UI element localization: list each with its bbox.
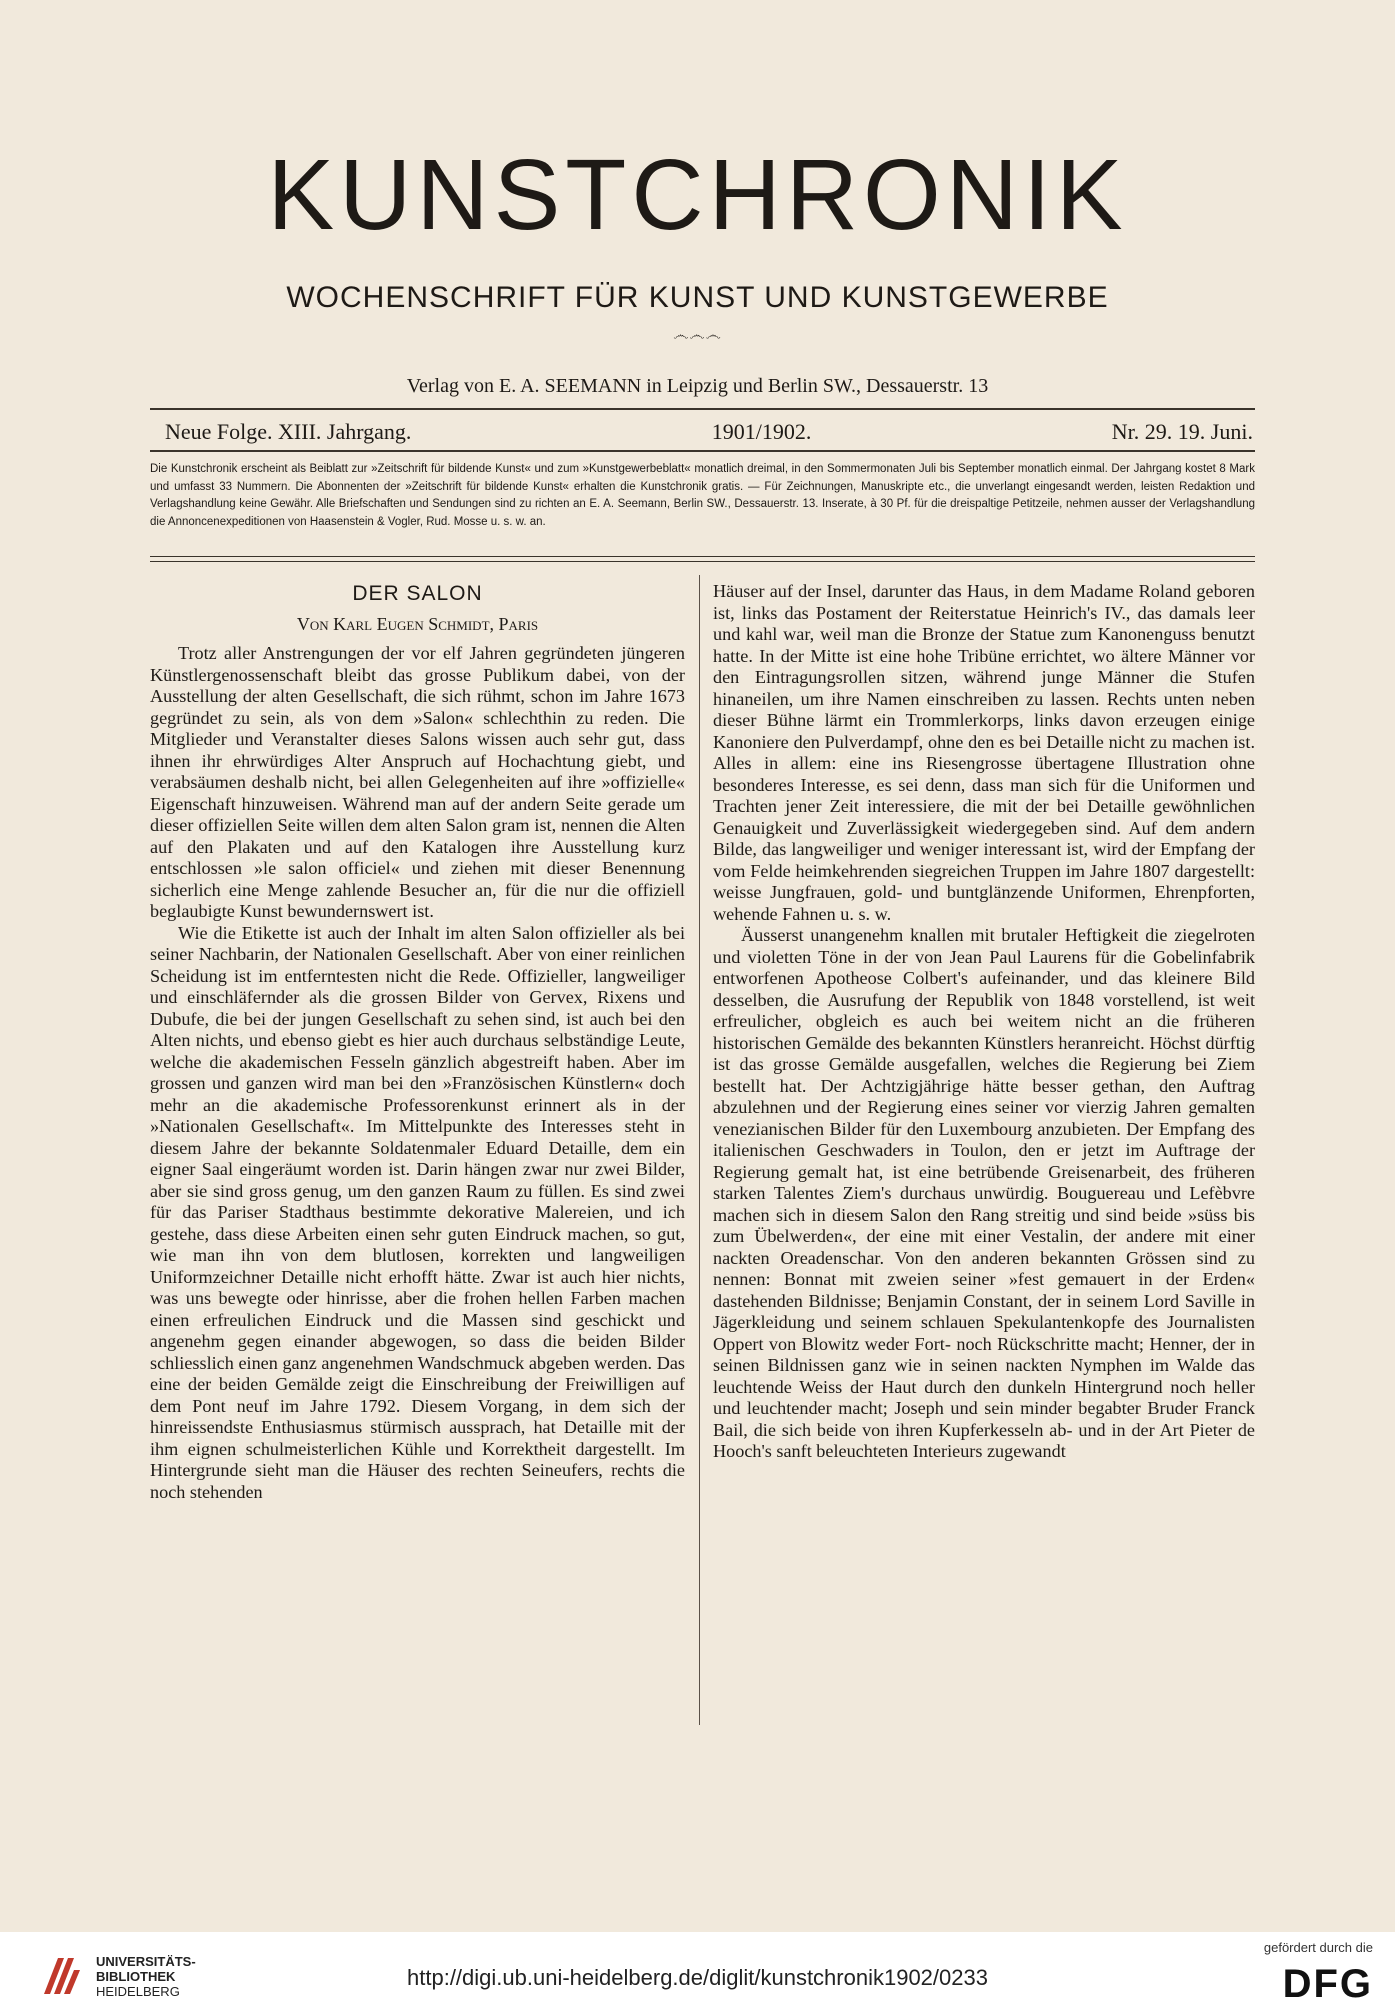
journal-subtitle: WOCHENSCHRIFT FÜR KUNST UND KUNSTGEWERBE bbox=[286, 281, 1109, 314]
left-column bbox=[150, 581, 685, 1503]
issue-series: Neue Folge. XIII. Jahrgang. bbox=[165, 419, 412, 444]
viewer-footer bbox=[0, 1932, 1395, 2014]
divider bbox=[150, 561, 1255, 562]
dfg-logo[interactable]: DFG bbox=[1282, 1962, 1373, 2006]
issue-bar bbox=[165, 418, 1253, 446]
paragraph: Trotz aller Anstrengungen der vor elf Jahren gegründeten jüngeren Künstlergenossenschaft bleibt das grosse Publikum dabei, von der Ausstellung der alten Gesellschaft, die sich rühmt, schon im Jahre 1673 gegründet zu sein, als von dem »Salon« schlechthin zu reden. Die Mitglieder und Veranstalter dieses Salons wissen auch sehr gut, dass ihnen ihr ehrwürdiges Alter Anspruch auf Hochachtung giebt, und verabsäumen deshalb nicht, bei allen Gelegenheiten auf ihre »offizielle« Eigenschaft hinzuweisen. Während man auf der andern Seite gerade um dieser offiziellen Seite willen dem alten Salon gram ist, nennen die Alten auf den Plakaten und auf den Katalogen ihre Ausstellung kurz entschlossen »le salon officiel« und ziehen mit dieser Benennung sicherlich eine Menge zahlende Besucher an, für die nur die offiziell beglaubigte Kunst bewundernswert ist. bbox=[150, 643, 685, 921]
divider bbox=[150, 556, 1255, 557]
university-name: UNIVERSITÄTS- BIBLIOTHEK HEIDELBERG bbox=[96, 1954, 196, 1999]
paragraph: Wie die Etikette ist auch der Inhalt im alten Salon offizieller als bei seiner Nachbarin, der Nationalen Gesellschaft. Aber von einer reinlichen Scheidung ist im entferntesten nicht die Rede. Offizieller, langweiliger und einschläfernder als die grossen Bilder von Gervex, Rixens und Dubufe, die bei der jungen Gesellschaft zu sehen sind, ist auch bei den Alten nichts, und ebenso giebt es hier auch durchaus selbständige Leute, welche die akademischen Fesseln gänzlich abgestreift haben. Aber im grossen und ganzen wird man bei den »Französischen Künstlern« doch mehr an die akademische Professorenkunst erinnert als in der »Nationalen Gesellschaft«. Im Mittelpunkte des Interesses steht in diesem Jahre der bekannte Soldatenmaler Eduard Detaille, dem ein eigner Saal eingeräumt worden ist. Darin hängen zwar nur zwei Bilder, aber sie sind gross genug, um den ganzen Raum zu füllen. Es sind zwei für das Pariser Stadthaus bestimmte dekorative Malereien, und ich gestehe, dass diese Arbeiten einen sehr guten Eindruck machen, so gut, wie man ihn von dem blutlosen, korrekten und langweiligen Uniformzeichner Detaille nicht erhofft hätte. Zwar ist auch hier nichts, was uns bewegte oder hinrisse, aber die frohen hellen Farben machen einen erfreulichen Eindruck und die Massen sind geschickt und angenehm gegen einander abgewogen, so dass die beiden Bilder schliesslich einen ganz angenehmen Wandschmuck abgeben werden. Das eine der beiden Gemälde zeigt die Einschreibung der Freiwilligen auf dem Pont neuf im Jahre 1792. Diesem Vorgang, in dem sich der hinreissendste Enthusiasmus stürmisch aussprach, hat Detaille mit der ihm eignen schulmeisterlichen Kühle und Korrektheit dargestellt. Im Hintergrunde sieht man die Häuser des rechten Seineufers, rechts die noch stehenden bbox=[150, 922, 685, 1502]
column-divider bbox=[699, 575, 700, 1725]
publisher-line: Verlag von E. A. SEEMANN in Leipzig und Berlin SW., Dessauerstr. 13 bbox=[406, 375, 989, 397]
divider bbox=[150, 408, 1255, 410]
subscription-notice bbox=[150, 461, 1255, 531]
right-column bbox=[713, 581, 1255, 1463]
article-byline: Von Karl Eugen Schmidt, Paris bbox=[296, 614, 539, 634]
issue-years: 1901/1902. bbox=[711, 419, 812, 444]
journal-title: KUNSTCHRONIK bbox=[267, 139, 1128, 251]
article-title: DER SALON bbox=[352, 582, 483, 605]
ornament: ෴෴෴ bbox=[673, 327, 722, 344]
divider bbox=[150, 450, 1255, 452]
paragraph: Häuser auf der Insel, darunter das Haus, in dem Madame Roland geboren ist, links das Postament der Reiterstatue Heinrich's IV., das damals leer und kahl war, weil man die Bronze der Statue zum Kanonenguss benutzt hatte. In der Mitte ist eine hohe Tribüne errichtet, wo ältere Männer vor den Eintragungsrollen sitzen, während junge Männer die Stufen hinaneilen, um ihre Namen einschreiben zu lassen. Rechts unten neben dieser Bühne lärmt ein Trommlerkorps, links davon erzeugen einige Kanoniere den Pulverdampf, ohne den es bei Detaille nicht zu machen ist. Alles in allem: eine ins Riesengrosse übertagene Illustration ohne besonderes Interesse, es sei denn, dass man sich für die Uniformen und Trachten jener Zeit interessiere, die mit der bei Detaille gewöhnlichen Genauigkeit und Zuverlässigkeit wiedergegeben sind. Auf dem andern Bilde, das langweiliger und weniger interessant ist, wird der Empfang der vom Felde heimkehrenden siegreichen Truppen im Jahre 1807 dargestellt: weisse Jungfrauen, gold- und buntglänzende Uniformen, Ehrenpforten, wehende Fahnen u. s. w. bbox=[713, 581, 1255, 924]
notice-text: Die Kunstchronik erscheint als Beiblatt zur »Zeitschrift für bildende Kunst« und zum »Kunstgewerbeblatt« monatlich dreimal, in den Sommermonaten Juli bis September monatlich einmal. Der Jahrgang kostet 8 Mark und umfasst 33 Nummern. Die Abonnenten der »Zeitschrift für bildende Kunst« erhalten die Kunstchronik gratis. — Für Zeichnungen, Manuskripte etc., die unverlangt eingesandt werden, leisten Redaktion und Verlagshandlung keine Gewähr. Alle Briefschaften und Sendungen sind zu richten an E. A. Seemann, Berlin SW., Dessauerstr. 13. Inserate, à 30 Pf. für die dreispaltige Petitzeile, nehmen ausser der Verlagshandlung die Annoncenexpeditionen von Haasenstein & Vogler, Rud. Mosse u. s. w. an. bbox=[150, 463, 1255, 528]
paragraph: Äusserst unangenehm knallen mit brutaler Heftigkeit die ziegelroten und violetten Töne in der von Jean Paul Laurens für die Gobelinfabrik entworfenen Apotheose Colbert's aufeinander, und das kleinere Bild desselben, die Ausrufung der Republik von 1848 vorstellend, ist weit erfreulicher, obgleich es auch bei weitem nicht an die früheren historischen Gemälde des bekannten Künstlers heranreicht. Höchst dürftig ist das grosse Gemälde ausgefallen, welches die Regierung bei Ziem bestellt hat. Der Achtzigjährige hätte besser gethan, den Auftrag abzulehnen und der Regierung eines seiner vor vierzig Jahren gemalten venezianischen Bilder für den Luxembourg anzubieten. Der Empfang des italienischen Geschwaders in Toulon, den er jetzt im Auftrage der Regierung gemalt hat, ist eine betrübende Greisenarbeit, des früheren starken Talentes Ziem's durchaus unwürdig. Bouguereau und Lefèbvre machen sich in diesem Salon den Rang streitig und sind beide »süss bis zum Übelwerden«, der eine mit einer Vestalin, der andere mit einer nackten Oreadenschar. Von den anderen bekannten Grössen sind zu nennen: Bonnat mit zweien seiner »fest gemauert in der Erden« dastehenden Bildnisse; Benjamin Constant, der in seinem Lord Saville in Jägerkleidung und seinem schlauen Spekulantenkopfe des Journalisten Oppert von Blowitz weder Fort- noch Rückschritte macht; Henner, der in seinen Bildnissen ganz wie in seinen nackten Nymphen im Walde das leuchtende Weiss der Haut durch den dunkeln Hintergrund noch heller und leuchtender macht; Joseph und sein minder begabter Bruder Franck Bail, die sich beide von ihren Kupferkesseln ab- und in der Art Pieter de Hooch's sanft beleuchteten Interieurs zugewandt bbox=[713, 925, 1255, 1461]
issue-number-date: Nr. 29. 19. Juni. bbox=[1111, 419, 1253, 444]
permalink-url[interactable]: http://digi.ub.uni-heidelberg.de/diglit/kunstchronik1902/0233 bbox=[407, 1965, 988, 1990]
funding-label: gefördert durch die bbox=[1263, 1940, 1373, 1955]
